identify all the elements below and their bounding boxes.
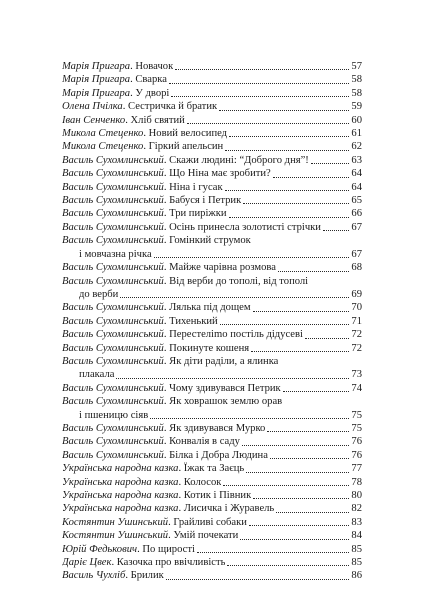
toc-title-continuation: і пшеницю сіяв	[79, 409, 149, 421]
toc-leader-dots	[223, 485, 349, 486]
toc-title-continuation: до верби	[79, 288, 119, 300]
toc-entry-label: Микола Стеценко. Гіркий апельсин	[62, 141, 224, 153]
toc-author: Костянтин Ушинський	[62, 530, 169, 542]
toc-entry	[62, 355, 362, 368]
toc-leader-dots	[243, 203, 349, 204]
toc-title: Казочка про ввічливість	[116, 557, 226, 569]
toc-page-number: 85	[351, 543, 362, 555]
toc-entry-label: Костянтин Ушинський. Грайливі собаки	[62, 516, 247, 528]
toc-title: Бабуся і Петрик	[169, 195, 242, 207]
toc-title: Тихенький	[169, 315, 218, 327]
toc-page-number: 67	[351, 221, 362, 233]
toc-leader-dots	[273, 177, 349, 178]
toc-entry-label: Українська народна казка. Колосок	[62, 476, 222, 488]
toc-page-number: 72	[351, 342, 362, 354]
toc-title: Скажи людині: “Доброго дня”!	[169, 154, 309, 166]
toc-author: Даріє Цвек	[62, 557, 112, 569]
toc-entry-label: Василь Сухомлинський. Лялька під дощем	[62, 302, 251, 314]
toc-author: Костянтин Ушинський	[62, 516, 169, 528]
toc-entry	[62, 569, 362, 582]
toc-title: Котик і Півник	[183, 490, 252, 501]
toc-author: Василь Сухомлинський	[62, 449, 164, 461]
toc-entry	[62, 529, 362, 542]
toc-entry-label: Костянтин Ушинський. Умій почекати	[62, 530, 239, 542]
toc-page-number: 59	[351, 101, 362, 113]
toc-entry	[62, 449, 362, 462]
toc-entry	[62, 516, 362, 529]
toc-entry	[62, 154, 362, 167]
toc-entry	[62, 315, 362, 328]
toc-author: Василь Сухомлинський	[62, 262, 164, 274]
toc-title: Гомінкий струмок	[169, 235, 251, 247]
toc-leader-dots	[270, 458, 349, 459]
toc-leader-dots	[175, 69, 349, 70]
toc-entry-label: Микола Стеценко. Новий велосипед	[62, 128, 228, 140]
toc-author: Микола Стеценко	[62, 141, 144, 153]
toc-leader-dots	[229, 136, 349, 137]
toc-title: Чому здивувався Петрик	[169, 382, 281, 394]
toc-page-number: 76	[351, 436, 362, 448]
toc-leader-dots	[150, 418, 349, 419]
toc-title: Як здивувався Мурко	[169, 422, 266, 434]
toc-entry-label: Василь Сухомлинський. Майже чарівна розмова	[62, 262, 276, 274]
toc-title: Три пиріжки	[169, 208, 227, 220]
toc-author: Микола Стеценко	[62, 128, 144, 140]
toc-leader-dots	[249, 525, 349, 526]
toc-author: Василь Сухомлинський	[62, 315, 164, 327]
toc-title: Як ховрашок землю орав	[169, 396, 283, 408]
toc-entry-label: Українська народна казка. Їжак та Заєць	[62, 463, 245, 475]
toc-author: Марія Пригара	[62, 61, 131, 72]
toc-title: Новачок	[135, 61, 174, 72]
toc-author: Олена Пчілка	[62, 101, 123, 113]
toc-leader-dots	[305, 338, 349, 339]
toc-author: Василь Сухомлинський	[62, 208, 164, 220]
toc-entry	[62, 328, 362, 341]
toc-entry	[62, 60, 362, 73]
toc-page-number: 80	[351, 490, 362, 501]
toc-author: Юрій Федькович	[62, 543, 138, 555]
toc-page-number: 71	[351, 315, 362, 327]
toc-entry	[62, 127, 362, 140]
toc-entry-label: Василь Сухомлинський. Гомінкий струмок	[62, 235, 251, 247]
table-of-contents	[62, 60, 362, 583]
toc-entry-label: Василь Сухомлинський. Що Ніна має зробити?	[62, 168, 271, 180]
toc-page-number: 58	[351, 87, 362, 99]
toc-entry	[62, 87, 362, 100]
toc-author: Українська народна казка	[62, 503, 179, 515]
toc-entry-label: Василь Сухомлинський. Чому здивувався Петрик	[62, 382, 281, 394]
toc-author: Василь Сухомлинський	[62, 302, 164, 314]
toc-entry-label: Василь Сухомлинський. Три пиріжки	[62, 208, 227, 220]
toc-leader-dots	[323, 230, 349, 231]
toc-entry-label: Василь Сухомлинський. Як діти раділи, а ялинка	[62, 355, 279, 367]
toc-author: Іван Сенченко	[62, 114, 126, 126]
toc-entry	[62, 275, 362, 288]
toc-entry-continuation	[62, 288, 362, 301]
toc-author: Марія Пригара	[62, 87, 131, 99]
toc-title-continuation: і мовчазна річка	[79, 248, 152, 260]
toc-author: Василь Сухомлинський	[62, 154, 164, 166]
toc-entry-label: Василь Сухомлинський. Від верби до тополі, від тополі	[62, 275, 309, 287]
toc-author: Українська народна казка	[62, 476, 179, 488]
toc-entry-label: Василь Сухомлинський. Перестеліmo постіль дідусеві	[62, 329, 303, 341]
toc-entry-label: Василь Сухомлинський. Як ховрашок землю орав	[62, 396, 283, 408]
toc-leader-dots	[225, 190, 349, 191]
toc-author: Василь Сухомлинський	[62, 422, 164, 434]
toc-author: Василь Сухомлинський	[62, 396, 164, 408]
toc-author: Василь Чухліб	[62, 570, 126, 582]
toc-page-number: 76	[351, 449, 362, 461]
toc-page-number: 60	[351, 114, 362, 126]
toc-page-number: 86	[351, 570, 362, 582]
toc-page-number: 73	[351, 369, 362, 381]
toc-author: Василь Сухомлинський	[62, 168, 164, 180]
toc-entry	[62, 207, 362, 220]
toc-leader-dots	[187, 123, 349, 124]
toc-entry	[62, 435, 362, 448]
toc-entry	[62, 181, 362, 194]
toc-title: Їжак та Заєць	[183, 463, 245, 475]
toc-page-number: 62	[351, 141, 362, 153]
toc-entry-label: Василь Сухомлинський. Скажи людині: “Доброго дня”!	[62, 154, 309, 166]
toc-title: Брилик	[130, 570, 164, 582]
toc-title: Як діти раділи, а ялинка	[169, 355, 279, 367]
toc-title: Осінь принесла золотисті стрічки	[169, 221, 321, 233]
toc-page-number: 68	[351, 262, 362, 274]
toc-entry-label: Даріє Цвек. Казочка про ввічливість	[62, 557, 226, 569]
toc-leader-dots	[267, 431, 349, 432]
toc-entry-label: Українська народна казка. Котик і Півник	[62, 490, 252, 501]
toc-entry	[62, 234, 362, 247]
toc-entry-label: Василь Сухомлинський. Бабуся і Петрик	[62, 195, 242, 207]
toc-entry-label: Василь Сухомлинський. Тихенький	[62, 315, 218, 327]
toc-title: Білка і Добра Людина	[169, 449, 268, 461]
toc-page-number: 63	[351, 154, 362, 166]
toc-page-number: 69	[351, 288, 362, 300]
toc-entry	[62, 476, 362, 489]
toc-author: Українська народна казка	[62, 463, 179, 475]
toc-author: Василь Сухомлинський	[62, 275, 164, 287]
toc-entry	[62, 422, 362, 435]
toc-entry	[62, 167, 362, 180]
toc-author: Василь Сухомлинський	[62, 221, 164, 233]
toc-leader-dots	[246, 472, 349, 473]
toc-page-number: 64	[351, 181, 362, 193]
toc-title: Сестричка й братик	[128, 101, 218, 113]
toc-page-number: 83	[351, 516, 362, 528]
toc-page-number: 70	[351, 302, 362, 314]
toc-title: По щирості	[142, 543, 195, 555]
toc-title: Ніна і гусак	[169, 181, 223, 193]
toc-entry-label: Василь Сухомлинський. Ніна і гусак	[62, 181, 223, 193]
toc-title: У дворі	[135, 87, 170, 99]
toc-entry-label: Василь Сухомлинський. Білка і Добра Людина	[62, 449, 268, 461]
toc-page-number: 82	[351, 503, 362, 515]
toc-page-number: 64	[351, 168, 362, 180]
toc-entry-label: Василь Сухомлинський. Конвалія в саду	[62, 436, 240, 448]
toc-entry-label: Василь Сухомлинський. Осінь принесла золотисті стрічки	[62, 221, 321, 233]
toc-leader-dots	[276, 512, 349, 513]
toc-entry	[62, 114, 362, 127]
toc-title: Лисичка і Журавель	[183, 503, 275, 515]
toc-title: Умій почекати	[173, 530, 239, 542]
toc-entry	[62, 100, 362, 113]
toc-page-number: 85	[351, 557, 362, 569]
toc-author: Василь Сухомлинський	[62, 355, 164, 367]
toc-entry	[62, 261, 362, 274]
toc-page-number: 77	[351, 463, 362, 475]
toc-author: Українська народна казка	[62, 490, 179, 501]
toc-entry	[62, 221, 362, 234]
toc-entry-label: Василь Чухліб. Брилик	[62, 570, 164, 582]
toc-title: Покинуте кошеня	[169, 342, 250, 354]
toc-page-number: 65	[351, 195, 362, 207]
toc-author: Василь Сухомлинський	[62, 382, 164, 394]
toc-leader-dots	[278, 271, 349, 272]
toc-page-number: 74	[351, 382, 362, 394]
toc-entry	[62, 502, 362, 515]
toc-entry	[62, 140, 362, 153]
toc-title: Перестеліmo постіль дідусеві	[169, 329, 303, 341]
toc-leader-dots	[166, 579, 349, 580]
toc-title: Лялька під дощем	[169, 302, 251, 314]
toc-page-number: 75	[351, 409, 362, 421]
toc-title: Гіркий апельсин	[148, 141, 224, 153]
toc-leader-dots	[283, 391, 349, 392]
toc-entry	[62, 395, 362, 408]
toc-title: Колосок	[183, 476, 222, 488]
toc-entry	[62, 382, 362, 395]
toc-title: Сварка	[135, 74, 167, 86]
toc-leader-dots	[225, 150, 349, 151]
toc-entry-label: Марія Пригара. У дворі	[62, 87, 170, 99]
toc-author: Василь Сухомлинський	[62, 195, 164, 207]
toc-title: Конвалія в саду	[169, 436, 240, 448]
toc-leader-dots	[197, 552, 349, 553]
toc-entry-label: Олена Пчілка. Сестричка й братик	[62, 101, 218, 113]
toc-title: Що Ніна має зробити?	[169, 168, 271, 180]
toc-leader-dots	[219, 110, 349, 111]
toc-leader-dots	[169, 83, 349, 84]
toc-author: Марія Пригара	[62, 74, 131, 86]
toc-title: Від верби до тополі, від тополі	[169, 275, 309, 287]
toc-leader-dots	[227, 565, 349, 566]
toc-entry-continuation	[62, 409, 362, 422]
toc-leader-dots	[311, 163, 349, 164]
toc-title: Хліб святий	[130, 114, 185, 126]
toc-entry	[62, 73, 362, 86]
toc-entry-continuation	[62, 248, 362, 261]
toc-entry-label: Марія Пригара. Сварка	[62, 74, 167, 86]
toc-entry-continuation	[62, 368, 362, 381]
toc-page-number: 66	[351, 208, 362, 220]
toc-leader-dots	[240, 539, 349, 540]
toc-leader-dots	[154, 257, 349, 258]
toc-title: Новий велосипед	[148, 128, 228, 140]
toc-page-number: 57	[351, 61, 362, 72]
toc-entry-label: Василь Сухомлинський. Як здивувався Мурко	[62, 422, 266, 434]
toc-author: Василь Сухомлинський	[62, 342, 164, 354]
toc-page-number: 84	[351, 530, 362, 542]
toc-entry-label: Марія Пригара. Новачок	[62, 61, 174, 72]
toc-entry	[62, 342, 362, 355]
toc-title: Майже чарівна розмова	[169, 262, 276, 274]
toc-page-number: 75	[351, 422, 362, 434]
toc-leader-dots	[242, 445, 349, 446]
toc-author: Василь Сухомлинський	[62, 329, 164, 341]
toc-author: Василь Сухомлинський	[62, 235, 164, 247]
toc-leader-dots	[229, 217, 349, 218]
toc-leader-dots	[171, 96, 349, 97]
toc-page-number: 61	[351, 128, 362, 140]
toc-entry	[62, 556, 362, 569]
toc-entry	[62, 462, 362, 475]
toc-title-continuation: плакала	[79, 369, 115, 381]
toc-leader-dots	[116, 378, 349, 379]
toc-page-number: 78	[351, 476, 362, 488]
toc-leader-dots	[253, 311, 349, 312]
toc-author: Василь Сухомлинський	[62, 436, 164, 448]
toc-author: Василь Сухомлинський	[62, 181, 164, 193]
toc-leader-dots	[251, 351, 349, 352]
toc-entry-label: Юрій Федькович. По щирості	[62, 543, 195, 555]
toc-entry	[62, 489, 362, 502]
toc-page-number: 72	[351, 329, 362, 341]
toc-leader-dots	[120, 297, 349, 298]
toc-entry-label: Іван Сенченко. Хліб святий	[62, 114, 185, 126]
toc-entry	[62, 543, 362, 556]
toc-leader-dots	[253, 498, 349, 499]
toc-entry-label: Василь Сухомлинський. Покинуте кошеня	[62, 342, 250, 354]
toc-entry	[62, 194, 362, 207]
toc-entry-label: Українська народна казка. Лисичка і Журавель	[62, 503, 275, 515]
toc-page-number: 67	[351, 248, 362, 260]
toc-entry	[62, 301, 362, 314]
toc-title: Грайливі собаки	[173, 516, 247, 528]
toc-leader-dots	[220, 324, 349, 325]
toc-page-number: 58	[351, 74, 362, 86]
